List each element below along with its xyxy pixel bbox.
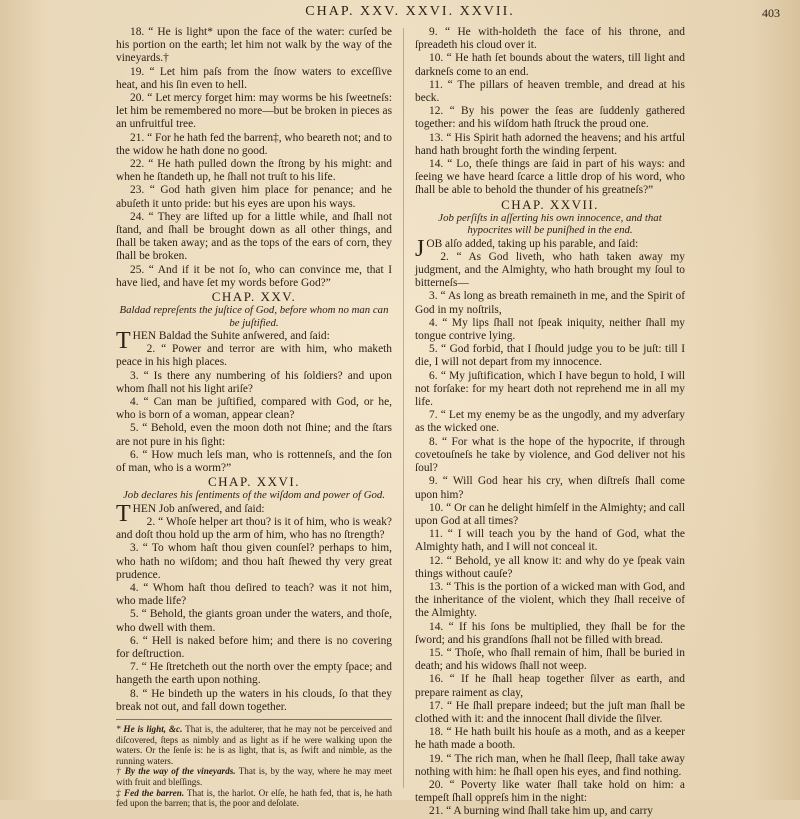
footnote-rule <box>116 719 392 720</box>
verse: 14. “ Lo, theſe things are ſaid in part of his ways: and ſeeing we have heard ſcarce a little drop of his word, who ſhall be able to behold the thunder of his greatneſs?” <box>415 158 685 197</box>
footnote <box>116 766 392 787</box>
verse: 6. “ My juſtification, which I have begun to hold, I will not forſake: for my heart doth not reprehend me in all my life. <box>415 369 685 409</box>
lead-text: HEN Baldad the Suhite anſwered, and ſaid: <box>132 330 330 343</box>
verse: 19. “ Let him paſs from the ſnow waters to exceſſive heat, and his ſin even to hell. <box>116 65 392 91</box>
verse: 2. “ As God liveth, who hath taken away my judgment, and the Almighty, who hath brought my ſoul to bitterneſs— <box>415 250 685 290</box>
footnote-lemma: Fed the barren. <box>124 787 185 798</box>
drop-initial: T <box>116 328 131 355</box>
verse: 20. “ Poverty like water ſhall take hold on him: a tempeſt ſhall oppreſs him in the night: <box>415 778 685 805</box>
chapter-lead <box>415 235 685 262</box>
verse: 6. “ How much leſs man, who is rottenneſs, and the ſon of man, who is a worm?” <box>116 448 392 475</box>
verse: 17. “ He ſhall prepare indeed; but the juſt man ſhall be clothed with it: and the innocent ſhall divide the ſilver. <box>415 699 685 725</box>
verse: 13. “ This is the portion of a wicked man with God, and the inheritance of the violent, which they ſhall receive of the Almighty. <box>415 580 685 620</box>
footnotes <box>116 724 392 809</box>
drop-initial: J <box>415 235 425 262</box>
footnote-lemma: He is light, &c. <box>123 724 183 735</box>
chapter-26 <box>116 475 392 714</box>
left-column <box>116 26 393 809</box>
footnote-lemma: By the way of the vineyards. <box>124 766 236 777</box>
verse: 9. “ He with-holdeth the face of his throne, and ſpreadeth his cloud over it. <box>415 26 685 52</box>
verse: 4. “ My lips ſhall not ſpeak iniquity, neither ſhall my tongue contrive lying. <box>415 316 685 343</box>
footnote <box>116 788 392 809</box>
verse: 19. “ The rich man, when he ſhall ſleep, ſhall take away nothing with him: he ſhall open his eyes, and find nothing. <box>415 752 685 778</box>
chapter-summary: Job declares his ſentiments of the wiſdom and power of God. <box>123 489 385 502</box>
verse: 24. “ They are lifted up for a little while, and ſhall not ſtand, and ſhall be brought down as all other things, and ſhall be taken away; and as the tops of the ears of corn, they ſhall be broken. <box>116 210 392 263</box>
verse: 18. “ He hath built his houſe as a moth, and as a keeper he hath made a booth. <box>415 726 685 752</box>
verse: 16. “ If he ſhall heap together ſilver as earth, and prepare raiment as clay, <box>415 673 685 699</box>
verse: 3. “ To whom haſt thou given counſel? perhaps to him, who hath no wiſdom; and thou haſt ſhewed thy very great prudence. <box>116 542 392 581</box>
verse: 15. “ Thoſe, who ſhall remain of him, ſhall be buried in death; and his widows ſhall not weep. <box>415 646 685 673</box>
footnote <box>116 724 392 766</box>
verse: 11. “ I will teach you by the hand of God, what the Almighty hath, and I will not conceal it. <box>415 528 685 554</box>
verse: 6. “ Hell is naked before him; and there is no covering for deſtruction. <box>116 634 392 661</box>
verse: 5. “ Behold, the giants groan under the waters, and thoſe, who dwell with them. <box>116 608 392 634</box>
verse: 20. “ Let mercy forget him: may worms be his ſweetneſs: let him be remembered no more—but be broken in pieces as an unfruitful tree. <box>116 92 392 131</box>
verse: 21. “ For he hath fed the barren‡, who beareth not; and to the widow he hath done no good. <box>116 131 392 157</box>
verse: 7. “ Let my enemy be as the ungodly, and my adverſary as the wicked one. <box>415 409 685 435</box>
verse: 2. “ Power and terror are with him, who maketh peace in his high places. <box>116 343 392 369</box>
page-header <box>0 4 800 24</box>
verse: 21. “ A burning wind ſhall take him up, and carry <box>429 805 653 818</box>
verse: 13. “ His Spirit hath adorned the heavens; and his artful hand hath brought forth the winding ſerpent. <box>415 131 685 157</box>
verse: 12. “ By his power the ſeas are ſuddenly gathered together: and his wiſdom hath ſtruck the proud one. <box>415 105 685 131</box>
verse: 11. “ The pillars of heaven tremble, and dread at his beck. <box>415 78 685 105</box>
chapter-summary: Baldad repreſents the juſtice of God, before whom no man can be juſtified. <box>119 304 389 329</box>
drop-initial: T <box>116 500 131 527</box>
footnote-mark: ‡ <box>116 787 122 798</box>
verse: 7. “ He ſtretcheth out the north over the empty ſpace; and hangeth the earth upon nothing. <box>116 661 392 687</box>
verse: 8. “ For what is the hope of the hypocrite, if through covetouſneſs he take by violence, and God deliver not his ſoul? <box>415 435 685 475</box>
verse: 25. “ And if it be not ſo, who can convince me, that I have lied, and have ſet my words before God?” <box>116 263 392 289</box>
chapter-heading: CHAP. XXVII. <box>501 196 599 212</box>
verse: 10. “ He hath ſet bounds about the waters, till light and darkneſs come to an end. <box>415 52 685 78</box>
chapter-summary: Job perſiſts in aſſerting his own innocence, and that hypocrites will be puniſhed in the end. <box>438 211 662 237</box>
chapter-24-continuation <box>116 26 392 290</box>
verse: 22. “ He hath pulled down the ſtrong by his might: and when he ſtandeth up, he ſhall not truſt to his life. <box>116 158 392 184</box>
verse: 5. “ God forbid, that I ſhould judge you to be juſt: till I die, I will not depart from my innocence. <box>415 343 685 369</box>
verse: 14. “ If his ſons be multiplied, they ſhall be for the ſword; and his grandſons ſhall not be filled with bread. <box>415 620 685 646</box>
verse: 5. “ Behold, even the moon doth not ſhine; and the ſtars are not pure in his ſight: <box>116 422 392 448</box>
verse: 8. “ He bindeth up the waters in his clouds, ſo that they break not out, and fall down together. <box>116 687 392 713</box>
footnote-text: That is, the adulterer, that he may not be perceived and diſcovered, ſteps as nimbly and as light as if he were walking upon the waters. Or the ſenſe is: he is as light, that is, as ſwift and nimble, as the running waters. <box>116 724 392 766</box>
verse: 23. “ God hath given him place for penance; and he abuſeth it unto pride: but his eyes are upon his ways. <box>116 184 392 210</box>
running-title: CHAP. XXV. XXVI. XXVII. <box>305 4 515 19</box>
lead-text: OB alſo added, taking up his parable, and ſaid: <box>426 237 639 250</box>
verse: 4. “ Whom haſt thou deſired to teach? was it not him, who made life? <box>116 582 392 608</box>
verse: 18. “ He is light* upon the face of the water: curſed be his portion on the earth; let him not walk by the way of the vineyards.† <box>116 26 392 65</box>
chapter-lead <box>116 328 392 355</box>
right-column <box>415 26 685 818</box>
verse: 12. “ Behold, ye all know it: and why do ye ſpeak vain things without cauſe? <box>415 554 685 580</box>
chapter-25 <box>116 290 392 475</box>
chapter-heading: CHAP. XXV. <box>211 289 297 305</box>
footnote-text: That is, by the way, where he may meet with fruit and bleſſings. <box>116 766 393 788</box>
lead-text: HEN Job anſwered, and ſaid: <box>132 502 265 515</box>
page-number: 403 <box>762 6 780 20</box>
column-divider <box>403 28 404 788</box>
footnote-mark: † <box>116 766 122 777</box>
chapter-27 <box>415 198 685 819</box>
footnote-text: That is, the harlot. Or elſe, he hath fed, that is, he hath fed upon the barren; that is, the poor and deſolate. <box>116 787 392 809</box>
verse: 2. “ Whoſe helper art thou? is it of him, who is weak? and doſt thou hold up the arm of him, who has no ſtrength? <box>116 516 392 542</box>
chapter-lead <box>116 500 392 527</box>
verse: 9. “ Will God hear his cry, when diſtreſs ſhall come upon him? <box>415 475 685 501</box>
chapter-26-continuation <box>415 26 685 198</box>
verse: 4. “ Can man be juſtified, compared with God, or he, who is born of a woman, appear clean? <box>116 396 392 422</box>
chapter-heading: CHAP. XXVI. <box>208 474 300 490</box>
verse: 3. “ As long as breath remaineth in me, and the Spirit of God in my noſtrils, <box>415 290 685 316</box>
footnote-mark: * <box>116 724 121 735</box>
verse: 10. “ Or can he delight himſelf in the Almighty; and call upon God at all times? <box>415 501 685 527</box>
verse: 3. “ Is there any numbering of his ſoldiers? and upon whom ſhall not his light ariſe? <box>116 369 392 395</box>
